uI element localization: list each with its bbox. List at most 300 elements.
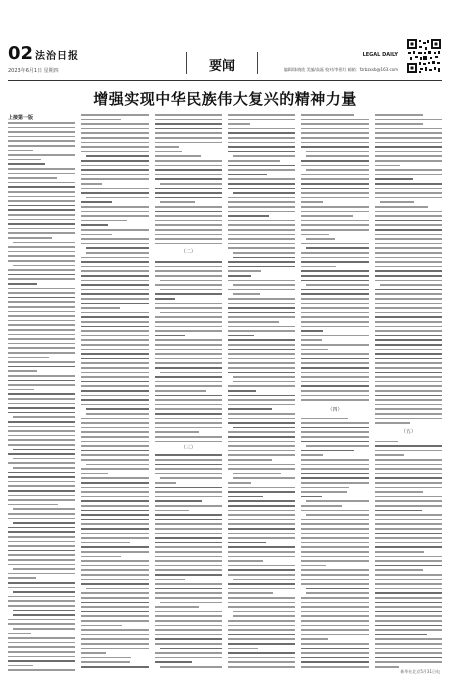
text-line <box>301 178 368 180</box>
text-line <box>81 353 148 355</box>
text-line <box>375 353 442 355</box>
text-line <box>301 468 368 470</box>
text-line <box>375 188 442 190</box>
text-line <box>8 315 75 317</box>
text-line <box>8 163 45 165</box>
text-line <box>375 390 442 392</box>
text-line <box>155 459 222 461</box>
text-line <box>228 487 295 489</box>
text-line <box>81 358 148 360</box>
text-line <box>81 280 148 282</box>
text-line <box>301 565 326 567</box>
text-line <box>155 560 222 562</box>
text-line <box>8 651 75 653</box>
text-line <box>228 151 295 153</box>
text-line <box>81 450 148 452</box>
legal-daily-label: LEGAL DAILY <box>362 52 398 58</box>
text-line <box>375 528 442 530</box>
text-line <box>8 619 75 621</box>
text-line <box>8 219 75 221</box>
text-line <box>228 395 295 397</box>
text-line <box>375 312 442 314</box>
text-line <box>301 551 368 553</box>
text-line <box>81 625 121 627</box>
text-line <box>155 321 222 323</box>
text-line <box>8 481 75 483</box>
text-line <box>160 477 222 479</box>
text-line <box>81 390 148 392</box>
text-line <box>228 224 295 226</box>
text-line <box>375 574 442 576</box>
text-line <box>155 625 222 627</box>
text-line <box>81 289 148 291</box>
text-line <box>228 583 295 585</box>
text-line <box>155 284 222 286</box>
text-line <box>301 569 368 571</box>
text-column <box>81 114 148 674</box>
text-line <box>375 643 442 645</box>
text-line <box>155 634 222 636</box>
text-line <box>228 220 295 222</box>
text-line <box>8 600 75 602</box>
text-line <box>301 648 368 650</box>
text-line <box>228 551 295 553</box>
text-line <box>81 224 108 226</box>
text-line <box>155 192 222 194</box>
text-line <box>155 270 222 272</box>
text-line <box>8 366 75 368</box>
text-line <box>81 468 148 470</box>
text-line <box>155 169 222 171</box>
text-line <box>301 146 368 148</box>
text-line <box>155 468 222 470</box>
text-line <box>301 252 368 254</box>
text-line <box>155 114 222 116</box>
text-line <box>8 168 75 170</box>
text-line <box>306 592 368 594</box>
text-line <box>228 349 295 351</box>
text-line <box>155 588 222 590</box>
text-line <box>301 427 368 429</box>
text-line <box>155 275 222 277</box>
text-line <box>301 615 368 617</box>
text-line <box>155 592 222 594</box>
text-line <box>228 243 295 245</box>
text-line <box>375 464 442 466</box>
text-line <box>375 533 442 535</box>
text-line <box>155 123 222 125</box>
text-line <box>155 211 222 213</box>
text-line <box>155 505 222 507</box>
text-line <box>8 131 75 133</box>
text-line <box>375 523 442 525</box>
text-line <box>81 602 148 604</box>
text-line <box>155 404 222 406</box>
text-line <box>155 330 222 332</box>
text-line <box>233 473 281 475</box>
text-line <box>301 119 368 121</box>
text-line <box>301 556 368 558</box>
text-line <box>375 142 442 144</box>
text-line <box>375 551 425 553</box>
text-line <box>228 399 295 401</box>
text-line <box>301 326 368 328</box>
text-line <box>81 404 148 406</box>
text-line <box>8 389 34 391</box>
text-line <box>228 431 295 433</box>
text-line <box>8 324 75 326</box>
text-line <box>375 307 442 309</box>
text-line <box>81 546 148 548</box>
text-line <box>301 229 368 231</box>
text-line <box>306 588 368 590</box>
text-line <box>301 473 368 475</box>
text-line <box>155 349 222 351</box>
text-line <box>8 177 57 179</box>
section-box <box>186 52 258 74</box>
text-line <box>228 160 280 162</box>
text-line <box>228 450 295 452</box>
text-line <box>228 441 295 443</box>
text-line <box>301 261 368 263</box>
text-line <box>301 652 368 654</box>
text-line <box>375 583 442 585</box>
text-line <box>228 137 295 139</box>
text-line <box>81 270 148 272</box>
text-line <box>228 445 295 447</box>
text-line <box>155 146 179 148</box>
text-line <box>8 301 75 303</box>
text-line <box>8 200 75 202</box>
text-line <box>228 533 295 535</box>
text-line <box>301 625 368 627</box>
text-line <box>228 270 261 272</box>
text-line <box>81 634 148 636</box>
text-line <box>155 367 222 369</box>
text-line <box>228 165 295 167</box>
text-line <box>81 307 120 309</box>
text-line <box>375 408 442 410</box>
text-line <box>375 349 442 351</box>
text-line <box>81 519 148 521</box>
text-line <box>375 197 442 199</box>
text-line <box>81 339 148 341</box>
text-line <box>228 385 295 387</box>
text-line <box>301 349 327 351</box>
text-line <box>375 183 442 185</box>
text-line <box>228 215 269 217</box>
text-line <box>228 178 295 180</box>
text-line <box>8 255 75 257</box>
text-line <box>301 450 353 452</box>
text-line <box>155 165 222 167</box>
text-line <box>81 638 148 640</box>
text-line <box>228 321 279 323</box>
text-line <box>375 638 442 640</box>
text-line <box>155 362 222 364</box>
text-line <box>301 372 368 374</box>
text-line <box>228 404 295 406</box>
text-line <box>375 376 442 378</box>
text-line <box>8 352 75 354</box>
text-line <box>228 353 295 355</box>
text-line <box>301 280 368 282</box>
text-line <box>81 137 148 139</box>
text-line <box>81 381 148 383</box>
text-line <box>375 344 442 346</box>
text-line <box>228 620 295 622</box>
text-line <box>155 519 222 521</box>
text-line <box>8 660 75 662</box>
text-line <box>155 579 185 581</box>
text-line <box>228 339 295 341</box>
text-line <box>8 669 75 671</box>
text-line <box>155 611 222 613</box>
text-line <box>228 422 295 424</box>
text-line <box>81 533 148 535</box>
text-line <box>155 243 222 245</box>
text-line <box>301 275 368 277</box>
text-line <box>301 330 323 332</box>
text-line <box>155 174 222 176</box>
text-line <box>155 335 185 337</box>
text-line <box>301 316 368 318</box>
text-line <box>375 459 442 461</box>
text-line <box>228 316 295 318</box>
text-line <box>228 289 295 291</box>
text-line <box>375 238 442 240</box>
text-line <box>155 326 222 328</box>
text-line <box>8 375 75 377</box>
text-line <box>13 458 75 460</box>
text-line <box>13 628 75 630</box>
text-line <box>81 284 148 286</box>
text-line <box>306 238 334 240</box>
text-line <box>375 385 442 387</box>
text-line <box>301 505 341 507</box>
text-line <box>8 384 75 386</box>
text-line <box>228 238 295 240</box>
text-line <box>301 583 368 585</box>
text-line <box>301 137 368 139</box>
text-line <box>8 292 75 294</box>
text-line <box>375 137 442 139</box>
text-line <box>81 321 148 323</box>
text-line <box>8 237 52 239</box>
text-line <box>8 453 75 455</box>
text-line <box>228 537 295 539</box>
text-line <box>81 238 148 240</box>
text-line <box>301 546 368 548</box>
text-line <box>228 183 295 185</box>
text-line <box>375 395 442 397</box>
text-line <box>155 528 222 530</box>
text-line <box>375 468 442 470</box>
text-line <box>8 545 75 547</box>
text-line <box>228 330 295 332</box>
text-line <box>228 625 295 627</box>
text-line <box>155 546 222 548</box>
text-line <box>375 298 442 300</box>
text-line <box>375 441 399 443</box>
text-line <box>8 462 75 464</box>
text-line <box>13 568 75 570</box>
text-line <box>375 211 442 213</box>
text-line <box>228 482 251 484</box>
text-line <box>81 477 148 479</box>
text-line <box>155 293 222 295</box>
text-line <box>81 261 148 263</box>
text-line <box>375 372 442 374</box>
text-line <box>228 588 295 590</box>
text-line <box>375 270 442 272</box>
text-line <box>8 444 75 446</box>
text-line <box>8 278 75 280</box>
text-line <box>160 648 222 650</box>
text-line <box>155 266 222 268</box>
text-line <box>233 427 295 429</box>
date-line: 2023年6月1日 星期四 <box>8 68 59 74</box>
text-line <box>301 188 368 190</box>
text-line <box>301 441 368 443</box>
text-line <box>81 132 148 134</box>
text-line <box>228 119 295 121</box>
byline: 上接第一版 <box>8 115 34 121</box>
text-line <box>228 234 295 236</box>
text-line <box>81 611 148 613</box>
text-line <box>8 587 75 589</box>
text-line <box>155 441 222 443</box>
text-line <box>8 154 75 156</box>
text-line <box>81 372 148 374</box>
text-line <box>375 661 442 663</box>
text-line <box>155 381 222 383</box>
text-line <box>155 487 222 489</box>
text-line <box>375 565 442 567</box>
text-line <box>228 634 295 636</box>
text-line <box>301 192 368 194</box>
text-line <box>228 174 267 176</box>
text-line <box>301 666 368 668</box>
text-line <box>81 183 101 185</box>
text-line <box>8 495 75 497</box>
text-line <box>81 257 148 259</box>
text-line <box>8 656 75 658</box>
text-line <box>301 215 353 217</box>
text-line <box>155 408 222 410</box>
text-line <box>155 473 222 475</box>
text-line <box>155 151 182 153</box>
text-line <box>375 450 442 452</box>
text-line <box>86 588 148 590</box>
text-line <box>8 646 75 648</box>
text-line <box>301 160 368 162</box>
text-line <box>8 513 75 515</box>
text-line <box>8 550 75 552</box>
text-line <box>228 546 295 548</box>
text-line <box>301 519 368 521</box>
text-line <box>375 280 442 282</box>
text-line <box>81 128 148 130</box>
text-line <box>375 625 442 627</box>
text-line <box>306 155 368 157</box>
text-line <box>155 188 222 190</box>
text-line <box>301 638 327 640</box>
text-line <box>155 491 222 493</box>
text-line <box>8 577 36 579</box>
page-number: 02 <box>8 43 34 64</box>
text-line <box>301 560 368 562</box>
text-line <box>228 519 295 521</box>
text-line <box>228 408 272 410</box>
text-line <box>81 615 148 617</box>
text-line <box>301 620 368 622</box>
text-line <box>8 490 75 492</box>
text-line <box>375 243 442 245</box>
text-line <box>81 431 148 433</box>
text-line <box>228 312 295 314</box>
text-line <box>81 441 148 443</box>
text-line <box>301 211 368 213</box>
text-line <box>301 234 329 236</box>
text-line <box>155 197 222 199</box>
text-line <box>375 293 442 295</box>
text-line <box>301 643 368 645</box>
text-line <box>8 196 75 198</box>
text-line <box>155 224 222 226</box>
text-line <box>81 367 148 369</box>
text-line <box>228 638 295 640</box>
text-line <box>375 155 442 157</box>
text-line <box>81 160 148 162</box>
text-line <box>8 554 75 556</box>
text-line <box>375 542 442 544</box>
text-line <box>8 186 75 188</box>
text-line <box>81 169 148 171</box>
text-line <box>375 620 442 622</box>
text-line <box>8 573 75 575</box>
text-line <box>301 390 368 392</box>
text-line <box>86 155 148 157</box>
text-line <box>228 266 295 268</box>
text-line <box>13 467 75 469</box>
text-line <box>81 114 148 116</box>
text-line <box>375 477 442 479</box>
text-line <box>155 500 202 502</box>
text-line <box>301 385 368 387</box>
text-line <box>86 197 148 199</box>
text-line <box>13 591 75 593</box>
text-line <box>86 247 148 249</box>
text-line <box>375 537 442 539</box>
text-line <box>8 361 75 363</box>
text-line <box>155 431 199 433</box>
text-line <box>155 206 222 208</box>
text-column <box>8 114 75 674</box>
text-line <box>228 326 295 328</box>
text-line <box>233 284 295 286</box>
text-line <box>306 151 368 153</box>
text-line <box>160 201 195 203</box>
text-line <box>228 459 272 461</box>
text-line <box>81 142 148 144</box>
text-line <box>306 284 368 286</box>
text-line <box>228 606 295 608</box>
masthead <box>8 44 442 81</box>
qr-code-icon[interactable] <box>406 38 442 74</box>
text-line <box>228 298 295 300</box>
text-line <box>375 257 442 259</box>
